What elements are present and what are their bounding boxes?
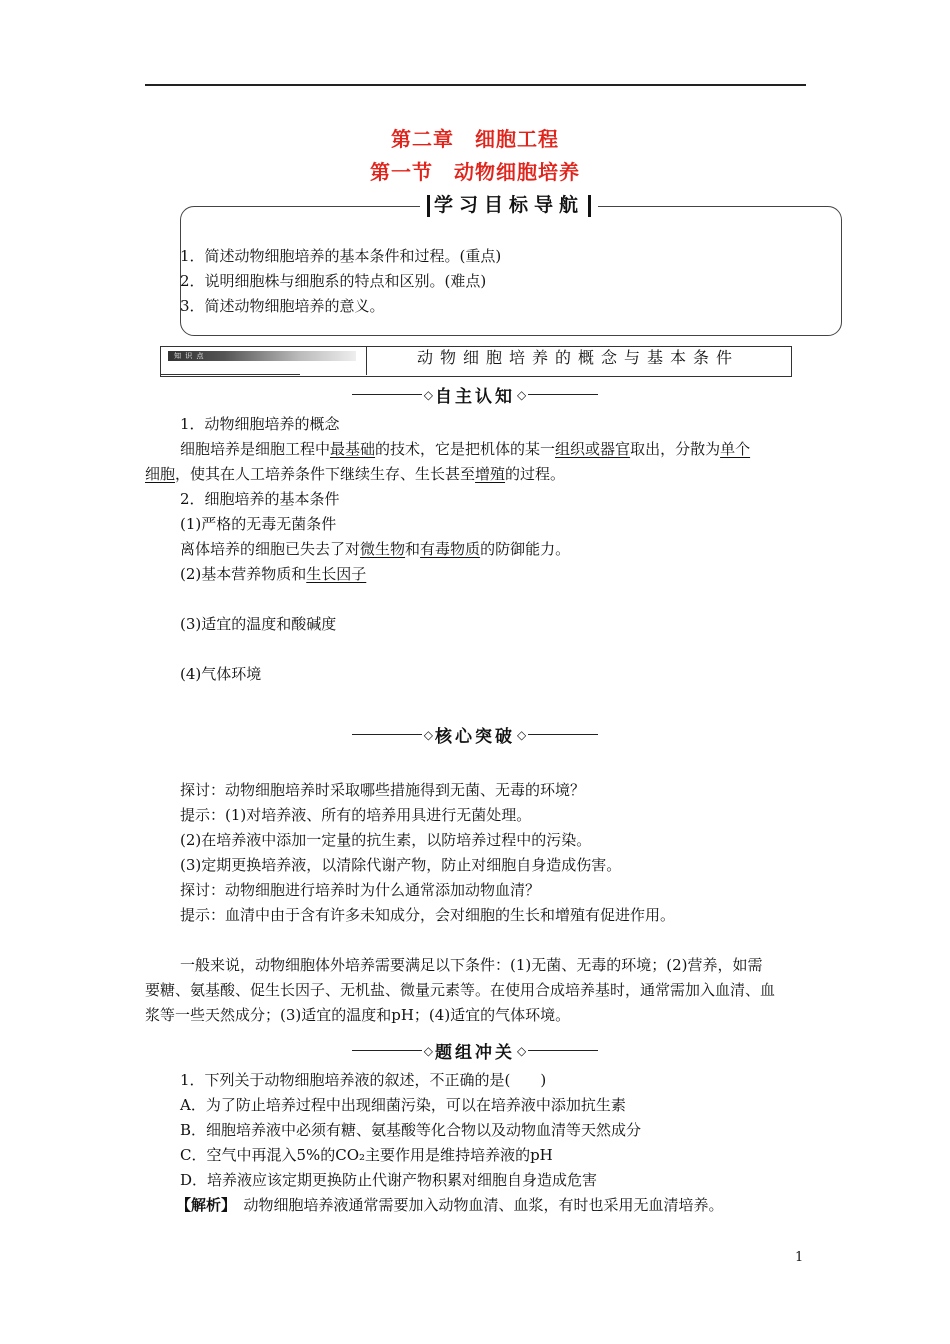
option-d: D．培养液应该定期更换防止代谢产物积累对细胞自身造成危害 bbox=[180, 1171, 598, 1189]
analysis-text: 动物细胞培养液通常需要加入动物血清、血浆，有时也采用无血清培养。 bbox=[228, 1196, 724, 1214]
goal-item-1: 1．简述动物细胞培养的基本条件和过程。(重点) bbox=[180, 247, 502, 265]
text: 的技术，它是把机体的某一 bbox=[375, 440, 556, 458]
option-a: A．为了防止培养过程中出现细菌污染，可以在培养液中添加抗生素 bbox=[180, 1096, 626, 1114]
concept-paragraph-line-2 bbox=[145, 464, 565, 484]
text: 离体培养的细胞已失去了对 bbox=[180, 540, 361, 558]
text: (2)基本营养物质和 bbox=[180, 565, 307, 583]
concept-paragraph-line-1 bbox=[180, 439, 750, 459]
chapter-title: 第二章 细胞工程 bbox=[391, 127, 559, 151]
core-heading: 核心突破 bbox=[435, 727, 515, 747]
goal-item-3: 3．简述动物细胞培养的意义。 bbox=[180, 297, 385, 315]
answer-blank: 增殖 bbox=[475, 465, 506, 483]
core-line: 探讨：动物细胞进行培养时为什么通常添加动物血清？ bbox=[180, 881, 541, 899]
self-study-heading: 自主认知 bbox=[435, 387, 515, 407]
rule-left bbox=[352, 734, 422, 735]
learning-goals-label-text: 学习目标导航 bbox=[433, 194, 584, 216]
top-rule bbox=[145, 84, 806, 86]
diamond-icon: ◇ bbox=[517, 387, 527, 402]
diamond-icon: ◇ bbox=[423, 387, 433, 402]
bar-left-icon bbox=[427, 195, 430, 217]
analysis-label: 【解析】 bbox=[176, 1196, 229, 1214]
section-title: 第一节 动物细胞培养 bbox=[370, 160, 580, 184]
condition-2 bbox=[180, 564, 366, 584]
bar-right-icon bbox=[588, 195, 591, 217]
text: 和 bbox=[405, 540, 421, 558]
answer-blank: 组织或器官 bbox=[555, 440, 631, 458]
summary-line: 一般来说，动物细胞体外培养需要满足以下条件：(1)无菌、无毒的环境；(2)营养，如需 bbox=[180, 956, 763, 974]
rule-right bbox=[528, 1050, 598, 1051]
diamond-icon: ◇ bbox=[517, 727, 527, 742]
learning-goals-label bbox=[420, 190, 598, 222]
rule-right bbox=[528, 394, 598, 395]
knowledge-point-title: 动物细胞培养的概念与基本条件 bbox=[416, 348, 739, 367]
question-stem: 1．下列关于动物细胞培养液的叙述，不正确的是( ) bbox=[180, 1071, 547, 1089]
practice-heading: 题组冲关 bbox=[435, 1043, 515, 1063]
condition-1: (1)严格的无毒无菌条件 bbox=[180, 515, 337, 533]
section-heading-self-study bbox=[0, 382, 950, 407]
diamond-icon: ◇ bbox=[423, 1043, 433, 1058]
diamond-icon: ◇ bbox=[423, 727, 433, 742]
core-line: 提示：(1)对培养液、所有的培养用具进行无菌处理。 bbox=[180, 806, 532, 824]
option-b: B．细胞培养液中必须有糖、氨基酸等化合物以及动物血清等天然成分 bbox=[180, 1121, 642, 1139]
diamond-icon: ◇ bbox=[517, 1043, 527, 1058]
section-heading-core bbox=[0, 722, 950, 747]
core-line: 提示：血清中由于含有许多未知成分，会对细胞的生长和增殖有促进作用。 bbox=[180, 906, 676, 924]
rule-right bbox=[528, 734, 598, 735]
answer-blank: 最基础 bbox=[330, 440, 376, 458]
page-number: 1 bbox=[795, 1250, 804, 1265]
concept-heading: 1．动物细胞培养的概念 bbox=[180, 415, 340, 433]
condition-1-detail bbox=[180, 539, 570, 559]
answer-blank: 有毒物质 bbox=[420, 540, 481, 558]
answer-blank: 细胞 bbox=[145, 465, 176, 483]
goal-item-2: 2．说明细胞株与细胞系的特点和区别。(难点) bbox=[180, 272, 487, 290]
rule-left bbox=[352, 394, 422, 395]
option-c: C．空气中再混入5%的CO₂主要作用是维持培养液的pH bbox=[180, 1146, 553, 1164]
answer-blank: 微生物 bbox=[360, 540, 406, 558]
core-line: (2)在培养液中添加一定量的抗生素，以防培养过程中的污染。 bbox=[180, 831, 592, 849]
conditions-heading: 2．细胞培养的基本条件 bbox=[180, 490, 340, 508]
answer-blank: 单个 bbox=[720, 440, 751, 458]
text: 取出，分散为 bbox=[630, 440, 721, 458]
summary-line: 浆等一些天然成分；(3)适宜的温度和pH；(4)适宜的气体环境。 bbox=[145, 1006, 571, 1024]
core-line: 探讨：动物细胞培养时采取哪些措施得到无菌、无毒的环境？ bbox=[180, 781, 586, 799]
section-heading-practice bbox=[0, 1038, 950, 1063]
condition-4: (4)气体环境 bbox=[180, 665, 262, 683]
core-line: (3)定期更换培养液，以清除代谢产物，防止对细胞自身造成伤害。 bbox=[180, 856, 622, 874]
text: 细胞培养是细胞工程中 bbox=[180, 440, 331, 458]
analysis bbox=[176, 1195, 724, 1215]
text: 的过程。 bbox=[505, 465, 566, 483]
knowledge-point-tag-text: 知 识 点 bbox=[174, 352, 205, 360]
knowledge-point-underline bbox=[160, 374, 300, 375]
knowledge-point-tag bbox=[168, 351, 356, 361]
condition-3: (3)适宜的温度和酸碱度 bbox=[180, 615, 337, 633]
rule-left bbox=[352, 1050, 422, 1051]
summary-line: 要糖、氨基酸、促生长因子、无机盐、微量元素等。在使用合成培养基时，通常需加入血清、血 bbox=[145, 981, 776, 999]
text: 的防御能力。 bbox=[480, 540, 571, 558]
answer-blank: 生长因子 bbox=[306, 565, 367, 583]
text: ，使其在人工培养条件下继续生存、生长甚至 bbox=[175, 465, 476, 483]
